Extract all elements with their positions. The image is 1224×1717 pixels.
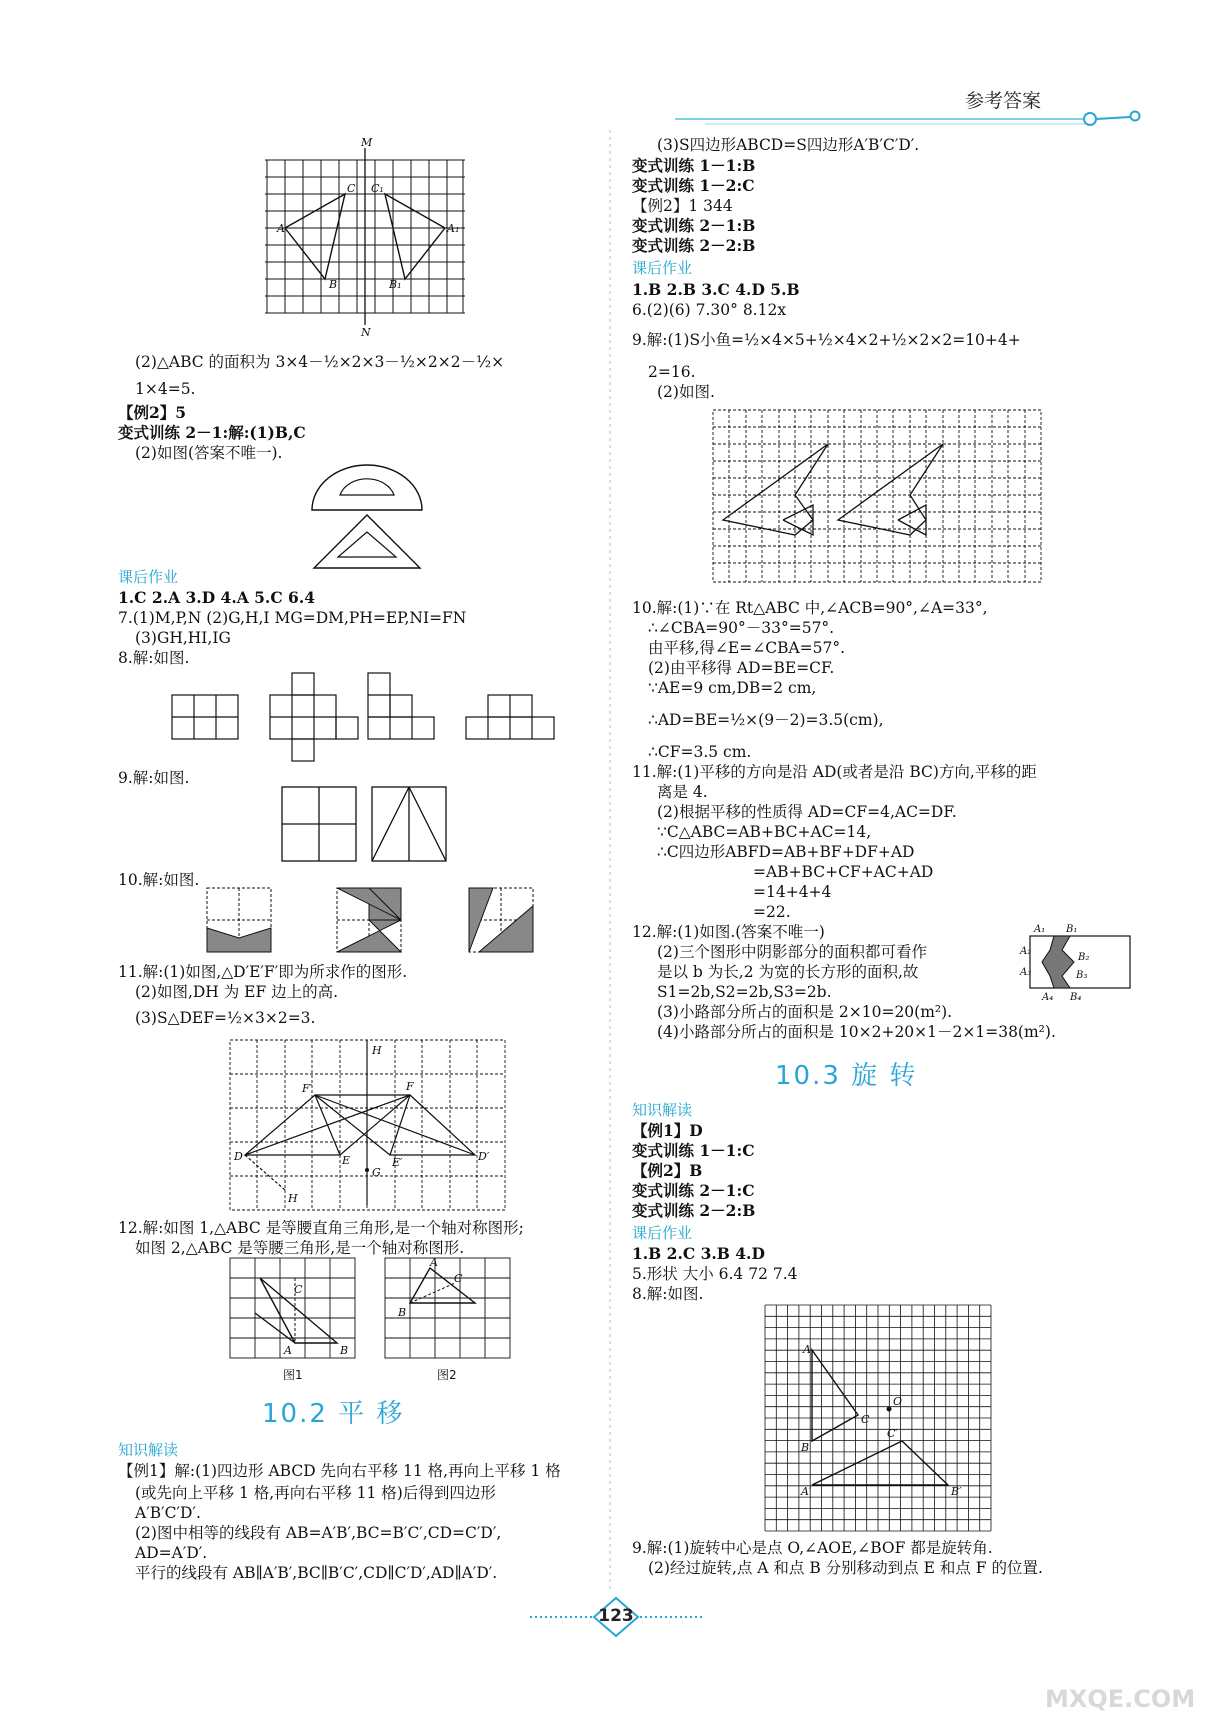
svg-text:N: N	[361, 326, 371, 339]
svg-text:C: C	[294, 1283, 303, 1296]
svg-text:A: A	[803, 1343, 811, 1356]
right-line-15: (2)由平移得 AD=BE=CF.	[648, 659, 835, 677]
left-line-8: (3)GH,HI,IG	[135, 629, 231, 647]
left-line-21: AD=A′D′.	[135, 1544, 208, 1562]
right-line-9: 9.解:(1)S小鱼=½×4×5+½×4×2+½×2×2=10+4+	[632, 331, 1021, 349]
svg-text:B: B	[340, 1344, 349, 1357]
svg-text:F′: F′	[302, 1082, 313, 1095]
left-line-3: 【例2】5	[118, 403, 187, 422]
svg-text:A′: A′	[801, 1485, 812, 1498]
right-line-14: 由平移,得∠E=∠CBA=57°.	[648, 639, 846, 657]
left-line-5: (2)如图(答案不唯一).	[135, 444, 283, 462]
left-line-20: (2)图中相等的线段有 AB=A′B′,BC=B′C′,CD=C′D′,	[135, 1524, 502, 1542]
svg-text:A₄: A₄	[1042, 992, 1054, 1003]
left-knowledge-heading: 知识解读	[118, 1441, 179, 1459]
right-line-31: (3)小路部分所占的面积是 2×10=20(m²).	[657, 1003, 953, 1021]
right-line-41: 9.解:(1)旋转中心是点 O,∠AOE,∠BOF 都是旋转角.	[632, 1539, 993, 1557]
left-line-18: (或先向上平移 1 格,再向右平移 11 格)后得到四边形	[135, 1484, 496, 1502]
svg-text:H: H	[288, 1192, 298, 1205]
svg-text:B₁: B₁	[389, 278, 402, 291]
right-line-20: 离是 4.	[657, 783, 708, 801]
left-line-2: 1×4=5.	[135, 380, 196, 398]
svg-text:C: C	[347, 182, 356, 195]
right-line-11: (2)如图.	[657, 383, 715, 401]
right-line-18: ∴CF=3.5 cm.	[648, 743, 752, 761]
right-line-12: 10.解:(1)∵在 Rt△ABC 中,∠ACB=90°,∠A=33°,	[632, 599, 988, 617]
svg-text:H: H	[372, 1044, 382, 1057]
right-line-8: 6.(2)(6) 7.30° 8.12x	[632, 301, 787, 319]
left-line-6: 1.C 2.A 3.D 4.A 5.C 6.4	[118, 588, 316, 607]
svg-text:D: D	[234, 1150, 243, 1163]
right-line-6: 变式训练 2－2:B	[632, 236, 756, 255]
right-line-42: (2)经过旋转,点 A 和点 B 分别移动到点 E 和点 F 的位置.	[648, 1559, 1043, 1577]
left-line-7: 7.(1)M,P,N (2)G,H,I MG=DM,PH=EP,NI=FN	[118, 609, 467, 627]
svg-text:C′: C′	[887, 1427, 898, 1440]
left-line-10: 9.解:如图.	[118, 769, 190, 787]
svg-text:C₁: C₁	[371, 182, 384, 195]
right-line-23: ∴C四边形ABFD=AB+BF+DF+AD	[657, 843, 915, 861]
left-line-9: 8.解:如图.	[118, 649, 190, 667]
right-line-28: (2)三个图形中阴影部分的面积都可看作	[657, 943, 927, 961]
svg-text:G: G	[372, 1166, 381, 1179]
left-line-1: (2)△ABC 的面积为 3×4－½×2×3－½×2×2－½×	[135, 353, 505, 371]
right-line-35: 【例2】B	[632, 1161, 703, 1180]
svg-text:A: A	[284, 1344, 292, 1357]
svg-text:B₄: B₄	[1070, 992, 1082, 1003]
left-line-12: 11.解:(1)如图,△D′E′F′即为所求作的图形.	[118, 963, 408, 981]
fig2-caption: 图2	[437, 1368, 457, 1382]
svg-text:A₃: A₃	[1020, 967, 1032, 978]
svg-text:B: B	[398, 1306, 407, 1319]
left-line-14: (3)S△DEF=½×3×2=3.	[135, 1009, 316, 1027]
right-line-1: (3)S四边形ABCD=S四边形A′B′C′D′.	[657, 136, 920, 154]
svg-text:B′: B′	[951, 1485, 962, 1498]
right-line-33: 【例1】D	[632, 1121, 703, 1140]
svg-text:E: E	[342, 1154, 351, 1167]
right-line-39: 5.形状 大小 6.4 72 7.4	[632, 1265, 798, 1283]
right-homework-heading-2: 课后作业	[632, 1224, 693, 1242]
left-line-13: (2)如图,DH 为 EF 边上的高.	[135, 983, 339, 1001]
left-line-4: 变式训练 2－1:解:(1)B,C	[118, 423, 306, 442]
svg-text:C: C	[454, 1272, 463, 1285]
right-knowledge-heading: 知识解读	[632, 1101, 693, 1119]
right-line-38: 1.B 2.C 3.B 4.D	[632, 1244, 765, 1263]
left-line-15: 12.解:如图 1,△ABC 是等腰直角三角形,是一个轴对称图形;	[118, 1219, 524, 1237]
right-line-25: =14+4+4	[753, 883, 832, 901]
svg-text:D′: D′	[478, 1150, 490, 1163]
svg-text:B: B	[801, 1441, 810, 1454]
right-line-32: (4)小路部分所占的面积是 10×2+20×1－2×1=38(m²).	[657, 1023, 1056, 1041]
right-line-10: 2=16.	[648, 363, 696, 381]
right-line-7: 1.B 2.B 3.C 4.D 5.B	[632, 280, 800, 299]
left-line-11: 10.解:如图.	[118, 871, 200, 889]
svg-text:B: B	[329, 278, 338, 291]
svg-text:A₁: A₁	[447, 222, 460, 235]
left-homework-heading: 课后作业	[118, 568, 179, 586]
left-line-19: A′B′C′D′.	[135, 1504, 201, 1522]
right-line-16: ∵AE=9 cm,DB=2 cm,	[648, 679, 817, 697]
right-line-26: =22.	[753, 903, 791, 921]
svg-text:A: A	[277, 222, 285, 235]
svg-text:A₁: A₁	[1034, 924, 1046, 935]
right-line-17: ∴AD=BE=½×(9－2)=3.5(cm),	[648, 711, 884, 729]
svg-text:A₂: A₂	[1020, 946, 1032, 957]
watermark: MXQE.COM	[1045, 1685, 1196, 1713]
fig1-caption: 图1	[283, 1368, 303, 1382]
right-line-22: ∵C△ABC=AB+BC+AC=14,	[657, 823, 872, 841]
svg-text:A: A	[430, 1256, 438, 1269]
svg-text:B₃: B₃	[1076, 970, 1088, 981]
right-line-3: 变式训练 1－2:C	[632, 176, 755, 195]
section-title-rotation: 10.3 旋 转	[775, 1061, 918, 1091]
right-line-40: 8.解:如图.	[632, 1285, 704, 1303]
right-line-37: 变式训练 2－2:B	[632, 1201, 756, 1220]
left-line-16: 如图 2,△ABC 是等腰三角形,是一个轴对称图形.	[135, 1239, 465, 1257]
right-line-34: 变式训练 1－1:C	[632, 1141, 755, 1160]
right-line-2: 变式训练 1－1:B	[632, 156, 756, 175]
right-line-4: 【例2】1 344	[632, 197, 733, 215]
right-line-13: ∴∠CBA=90°－33°=57°.	[648, 619, 835, 637]
right-homework-heading: 课后作业	[632, 259, 693, 277]
right-line-30: S1=2b,S2=2b,S3=2b.	[657, 983, 832, 1001]
header-label: 参考答案	[965, 90, 1042, 112]
svg-text:M: M	[361, 136, 373, 149]
section-title-translation: 10.2 平 移	[262, 1399, 405, 1429]
left-line-22: 平行的线段有 AB∥A′B′,BC∥B′C′,CD∥C′D′,AD∥A′D′.	[135, 1564, 498, 1582]
svg-text:F: F	[406, 1080, 414, 1093]
svg-text:O: O	[893, 1395, 903, 1408]
svg-text:E′: E′	[392, 1156, 403, 1169]
right-line-29: 是以 b 为长,2 为宽的长方形的面积,故	[657, 963, 919, 981]
right-line-21: (2)根据平移的性质得 AD=CF=4,AC=DF.	[657, 803, 957, 821]
right-line-27: 12.解:(1)如图.(答案不唯一)	[632, 923, 825, 941]
right-line-36: 变式训练 2－1:C	[632, 1181, 755, 1200]
page-number: 123	[598, 1606, 634, 1626]
svg-text:C: C	[861, 1413, 870, 1426]
right-line-24: =AB+BC+CF+AC+AD	[753, 863, 934, 881]
svg-text:B₁: B₁	[1066, 924, 1078, 935]
svg-text:B₂: B₂	[1078, 952, 1090, 963]
left-line-17: 【例1】解:(1)四边形 ABCD 先向右平移 11 格,再向上平移 1 格	[118, 1462, 561, 1480]
right-line-19: 11.解:(1)平移的方向是沿 AD(或者是沿 BC)方向,平移的距	[632, 763, 1037, 781]
right-line-5: 变式训练 2－1:B	[632, 216, 756, 235]
